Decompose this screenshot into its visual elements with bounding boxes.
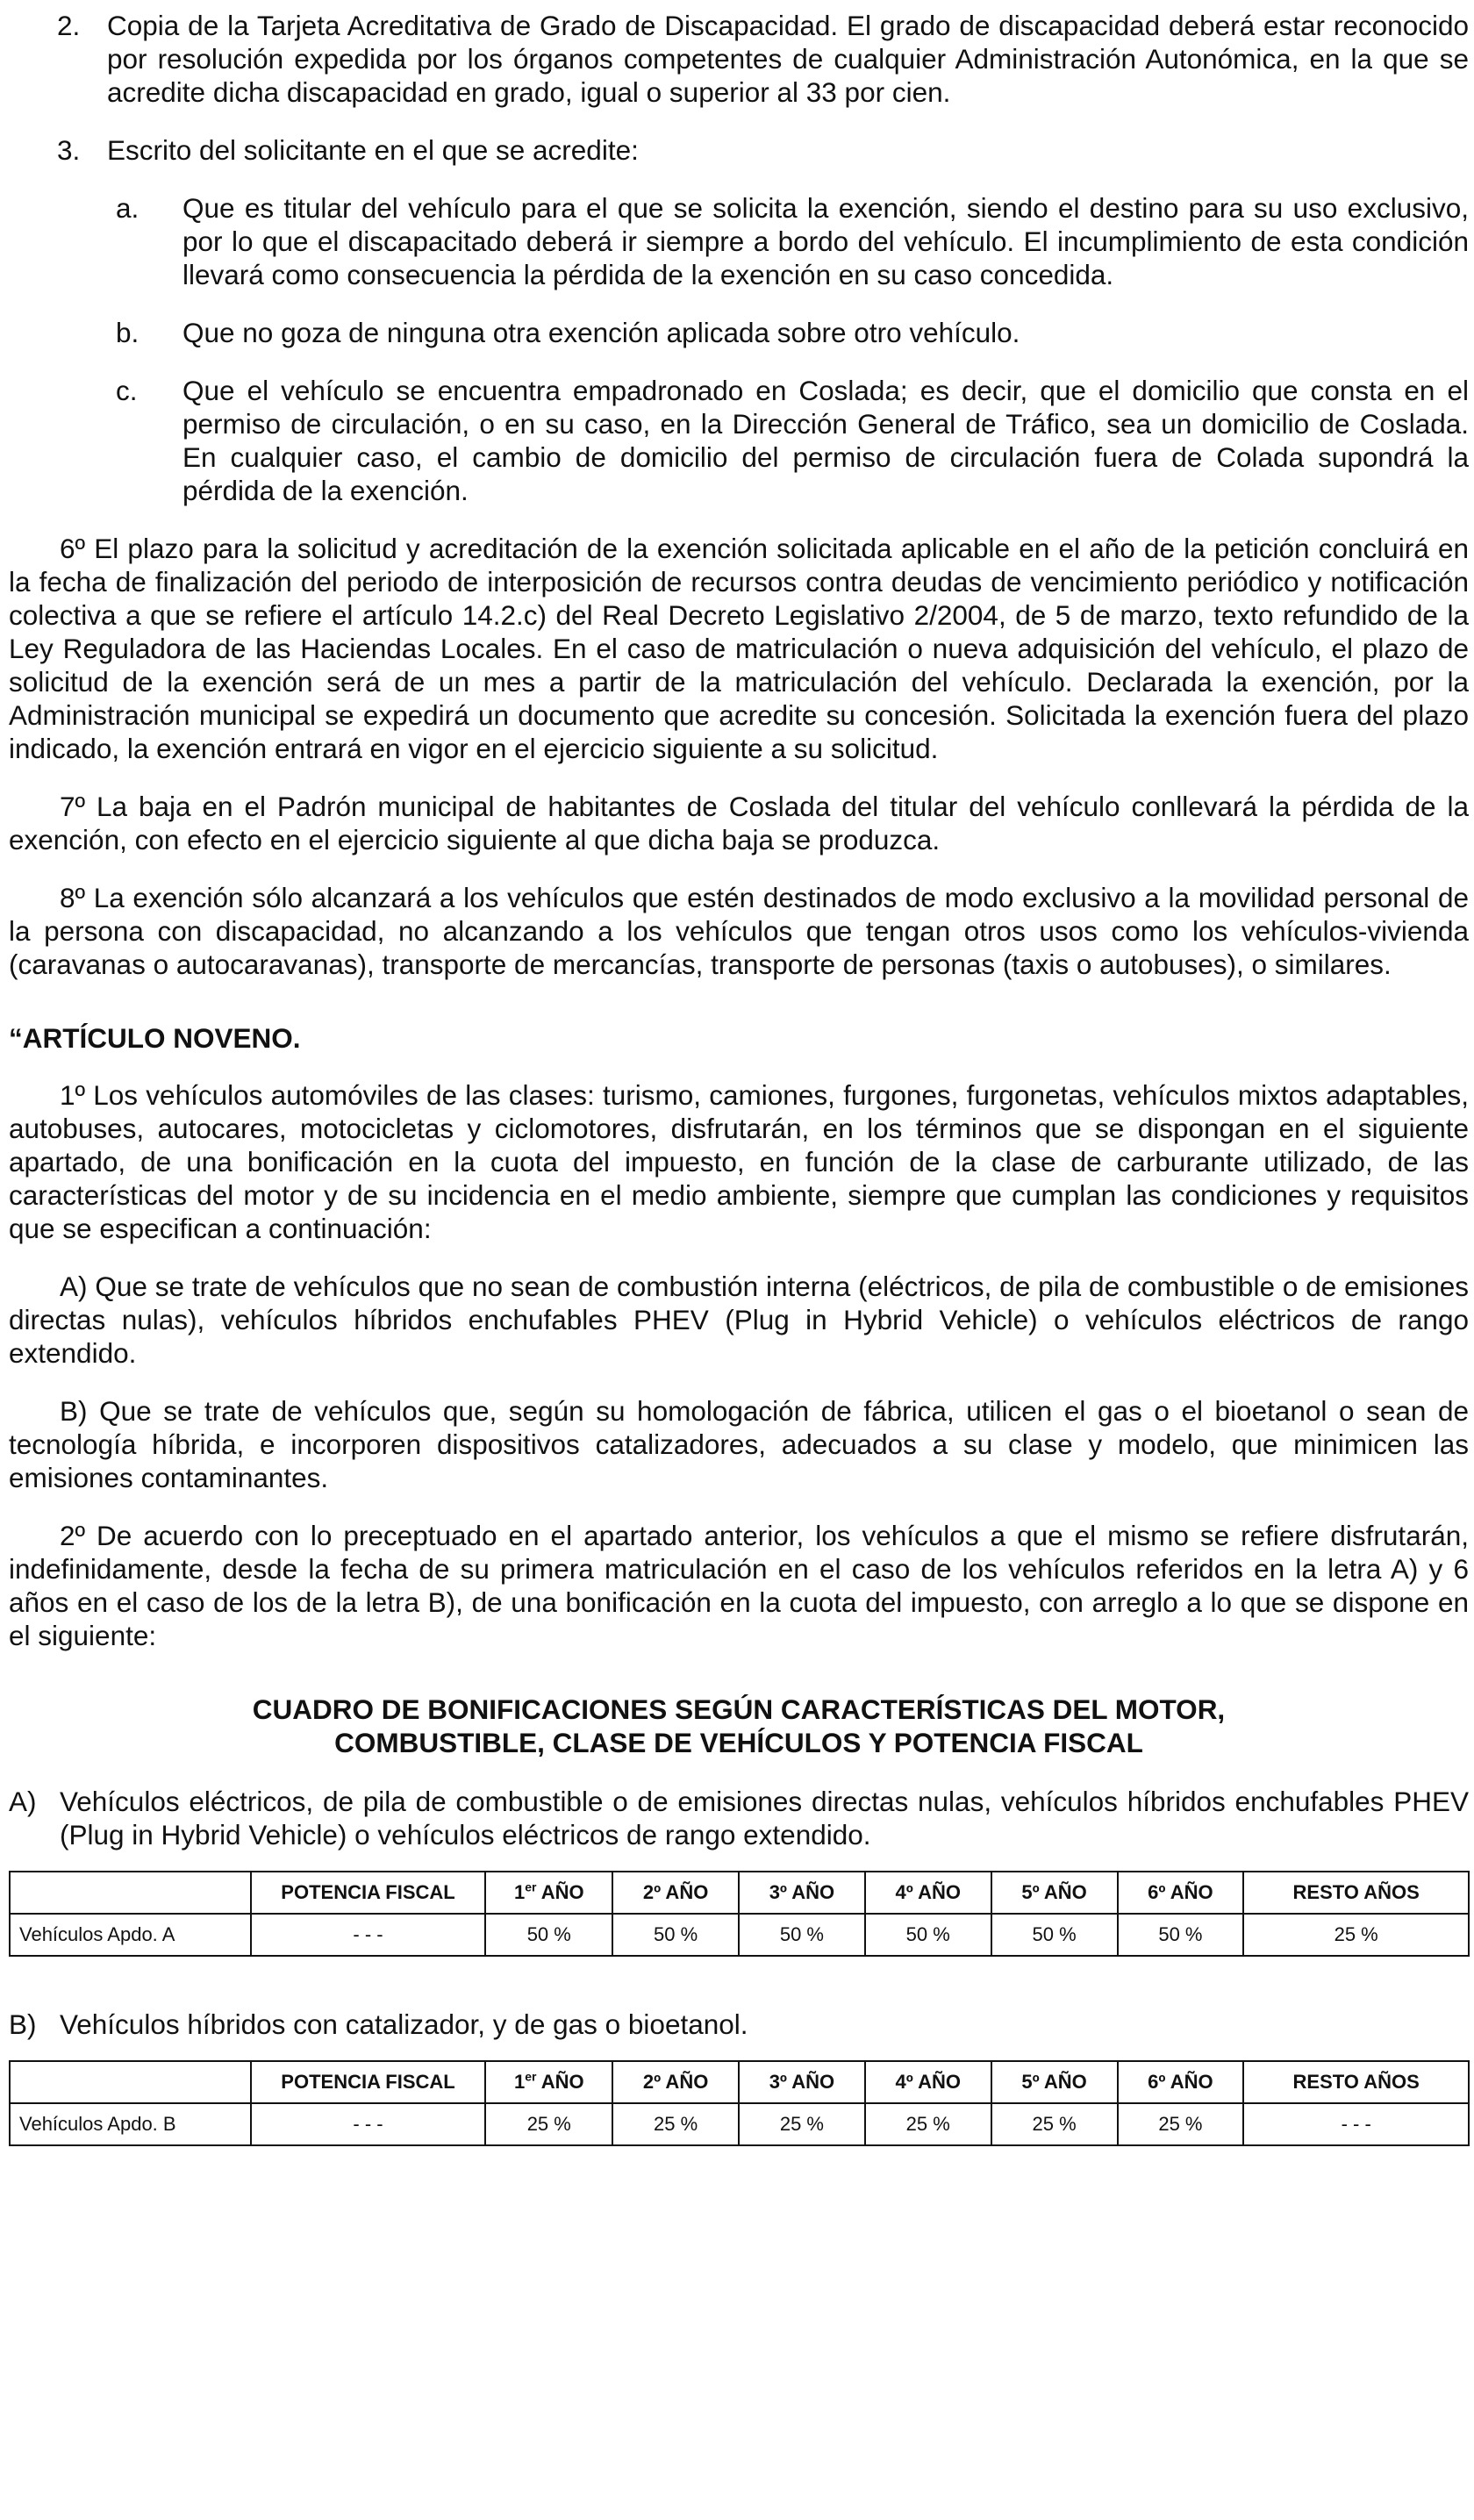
paragraph: 2º De acuerdo con lo preceptuado en el apartado anterior, los vehículos a que el mismo se refiere disfrutarán, indefinidamente, desde la fecha de su primera matriculación en el caso de los vehículos referidos en la letra A) y 6 años en el caso de los de la letra B), de una bonificación en la cuota del impuesto, con arreglo a lo que se dispone en el siguiente: <box>9 1520 1469 1651</box>
header-cell: POTENCIA FISCAL <box>251 1872 486 1914</box>
list-number: 2. <box>57 10 81 41</box>
table-title-line: COMBUSTIBLE, CLASE DE VEHÍCULOS Y POTENCIA FISCAL <box>334 1727 1143 1758</box>
table-cell: 25 % <box>865 2103 991 2145</box>
sub-list-item <box>9 191 1469 291</box>
table-cell: 50 % <box>865 1914 991 1956</box>
bonus-table-b <box>9 2060 1470 2146</box>
list-item-text: Copia de la Tarjeta Acreditativa de Grado de Discapacidad. El grado de discapacidad deberá estar reconocido por resolución expedida por los órganos competentes de cualquier Administración Autonómica, en la que se acredite dicha discapacidad en grado, igual o superior al 33 por cien. <box>107 10 1469 108</box>
bonus-table-a <box>9 1871 1470 1957</box>
header-cell: POTENCIA FISCAL <box>251 2061 486 2103</box>
header-cell: RESTO AÑOS <box>1243 1872 1469 1914</box>
row-label-cell: Vehículos Apdo. B <box>10 2103 251 2145</box>
section-a-caption <box>9 1785 1469 1851</box>
list-item <box>9 9 1469 109</box>
table-cell: 25 % <box>1118 2103 1244 2145</box>
sub-list-text: Que no goza de ninguna otra exención aplicada sobre otro vehículo. <box>182 317 1020 348</box>
header-cell: 6º AÑO <box>1118 2061 1244 2103</box>
table-cell: - - - <box>1243 2103 1469 2145</box>
header-cell: 3º AÑO <box>739 1872 865 1914</box>
table-cell: 25 % <box>1243 1914 1469 1956</box>
article-heading: “ARTÍCULO NOVENO. <box>9 1022 301 1054</box>
header-cell: 2º AÑO <box>612 2061 739 2103</box>
header-cell <box>485 1872 612 1914</box>
header-cell: 2º AÑO <box>612 1872 739 1914</box>
header-cell: 5º AÑO <box>991 2061 1118 2103</box>
table-row <box>10 1914 1469 1956</box>
header-year-sup: er <box>525 2069 537 2084</box>
section-b-caption <box>9 2008 1469 2041</box>
header-cell: 4º AÑO <box>865 2061 991 2103</box>
row-label-cell: Vehículos Apdo. A <box>10 1914 251 1956</box>
sub-list-text: Que el vehículo se encuentra empadronado en Coslada; es decir, que el domicilio que consta en el permiso de circulación, o en su caso, en la Dirección General de Tráfico, sea un domicilio de Coslada. En cualquier caso, el cambio de domicilio del permiso de circulación fuera de Colada supondrá la pérdida de la exención. <box>182 375 1469 506</box>
header-cell: 4º AÑO <box>865 1872 991 1914</box>
section-label: B) <box>9 2008 37 2040</box>
table-row <box>10 2103 1469 2145</box>
table-cell: 25 % <box>485 2103 612 2145</box>
table-header-row <box>10 1872 1469 1914</box>
section-text: Vehículos eléctricos, de pila de combustible o de emisiones directas nulas, vehículos híbridos enchufables PHEV (Plug in Hybrid Vehicle) o vehículos eléctricos de rango extendido. <box>60 1786 1469 1851</box>
paragraph: 1º Los vehículos automóviles de las clases: turismo, camiones, furgones, furgonetas, vehículos mixtos adaptables, autobuses, autocares, motocicletas y ciclomotores, disfrutarán, en los términos que se dispongan en el siguiente apartado, de una bonificación en la cuota del impuesto, en función de la clase de carburante utilizado, de las características del motor y de su incidencia en el medio ambiente, siempre que cumplan las condiciones y requisitos que se especifican a continuación: <box>9 1079 1469 1244</box>
sub-list-item <box>9 374 1469 507</box>
table-cell: 25 % <box>739 2103 865 2145</box>
table-cell: 25 % <box>612 2103 739 2145</box>
table-cell: 50 % <box>1118 1914 1244 1956</box>
paragraph: 6º El plazo para la solicitud y acreditación de la exención solicitada aplicable en el año de la petición concluirá en la fecha de finalización del periodo de interposición de recursos contra deudas de vencimiento periódico y notificación colectiva a que se refiere el artículo 14.2.c) del Real Decreto Legislativo 2/2004, de 5 de marzo, texto refundido de la Ley Reguladora de las Haciendas Locales. En el caso de matriculación o nueva adquisición del vehículo, el plazo de solicitud de la exención será de un mes a partir de la matriculación del vehículo. Declarada la exención, por la Administración municipal se expedirá un documento que acredite su concesión. Solicitada la exención fuera del plazo indicado, la exención entrará en vigor en el ejercicio siguiente a su solicitud. <box>9 533 1469 764</box>
table-cell: - - - <box>251 1914 486 1956</box>
paragraph: 8º La exención sólo alcanzará a los vehículos que estén destinados de modo exclusivo a la movilidad personal de la persona con discapacidad, no alcanzando a los vehículos que tengan otros usos como los vehículos-vivienda (caravanas o autocaravanas), transporte de mercancías, transporte de personas (taxis o autobuses), o similares. <box>9 882 1469 980</box>
list-item <box>9 133 1469 167</box>
paragraph: 7º La baja en el Padrón municipal de habitantes de Coslada del titular del vehículo conllevará la pérdida de la exención, con efecto en el ejercicio siguiente al que dicha baja se produzca. <box>9 791 1469 856</box>
paragraph: A) Que se trate de vehículos que no sean de combustión interna (eléctricos, de pila de combustible o de emisiones directas nulas), vehículos híbridos enchufables PHEV (Plug in Hybrid Vehicle) o vehículos eléctricos de rango extendido. <box>9 1271 1469 1369</box>
table-title-line: CUADRO DE BONIFICACIONES SEGÚN CARACTERÍSTICAS DEL MOTOR, <box>252 1693 1226 1725</box>
section-label: A) <box>9 1786 37 1817</box>
header-cell <box>485 2061 612 2103</box>
header-empty-cell <box>10 1872 251 1914</box>
header-year-num: 1 <box>513 1881 526 1903</box>
list-number: 3. <box>57 134 81 166</box>
header-empty-cell <box>10 2061 251 2103</box>
header-year-sup: er <box>525 1879 537 1894</box>
header-cell: RESTO AÑOS <box>1243 2061 1469 2103</box>
header-year-num: 1 <box>513 2071 526 2093</box>
sub-list-text: Que es titular del vehículo para el que se solicita la exención, siendo el destino para su uso exclusivo, por lo que el discapacitado deberá ir siempre a bordo del vehículo. El incumplimiento de esta condición llevará como consecuencia la pérdida de la exención en su caso concedida. <box>182 192 1469 290</box>
table-cell: 25 % <box>991 2103 1118 2145</box>
sub-list-letter: b. <box>116 317 140 348</box>
table-cell: - - - <box>251 2103 486 2145</box>
table-cell: 50 % <box>991 1914 1118 1956</box>
paragraph: B) Que se trate de vehículos que, según su homologación de fábrica, utilicen el gas o el bioetanol o sean de tecnología híbrida, e incorporen dispositivos catalizadores, adecuados a su clase y modelo, que minimicen las emisiones contaminantes. <box>9 1395 1469 1493</box>
table-header-row <box>10 2061 1469 2103</box>
sub-list-item <box>9 316 1469 349</box>
header-year-word: AÑO <box>540 1881 584 1903</box>
header-cell: 5º AÑO <box>991 1872 1118 1914</box>
header-cell: 6º AÑO <box>1118 1872 1244 1914</box>
table-cell: 50 % <box>485 1914 612 1956</box>
sub-list-letter: c. <box>116 375 138 406</box>
header-year-word: AÑO <box>540 2071 584 2093</box>
table-title <box>9 1693 1469 1759</box>
sub-list-letter: a. <box>116 192 140 224</box>
table-cell: 50 % <box>612 1914 739 1956</box>
list-item-text: Escrito del solicitante en el que se acredite: <box>107 134 639 166</box>
header-cell: 3º AÑO <box>739 2061 865 2103</box>
table-cell: 50 % <box>739 1914 865 1956</box>
section-text: Vehículos híbridos con catalizador, y de gas o bioetanol. <box>60 2008 748 2040</box>
